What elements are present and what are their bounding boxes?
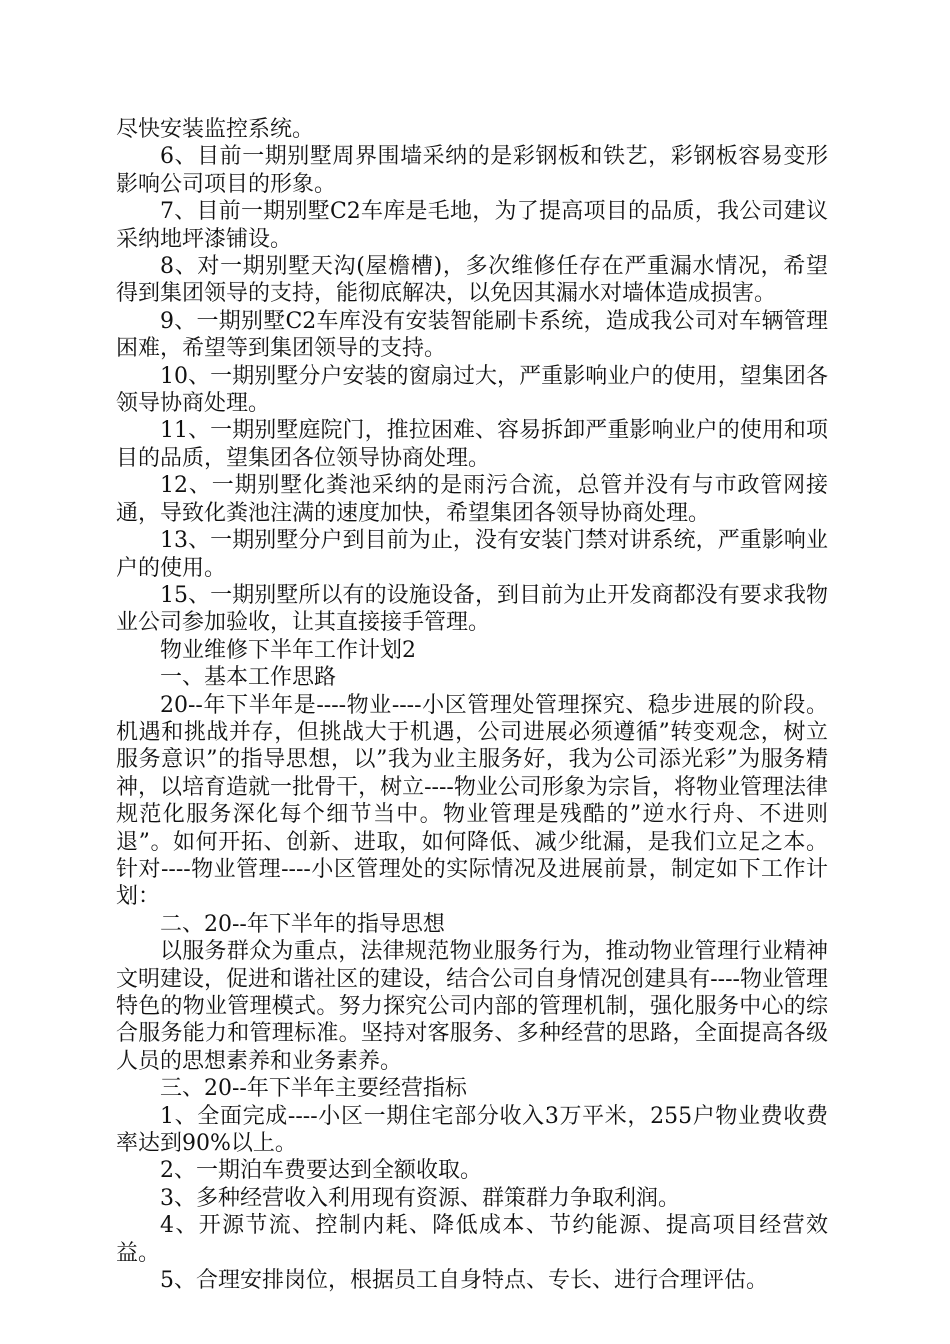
heading-guiding-ideology: 二、20--年下半年的指导思想 [160, 911, 445, 937]
target-item-2: 2、一期泊车费要达到全额收取。 [160, 1158, 482, 1184]
paragraph-item-8: 8、对一期别墅天沟(屋檐槽)，多次维修任存在严重漏水情况，希望得到集团领导的支持，能彻底解决，以免因其漏水对墙体造成损害。 [116, 254, 828, 307]
paragraph-item-9: 9、一期别墅C2车库没有安装智能刷卡系统，造成我公司对车辆管理困难，希望等到集团领导的支持。 [116, 308, 828, 362]
paragraph-basic-approach: 20--年下半年是----物业----小区管理处管理探究、稳步进展的阶段。机遇和挑战并存，但挑战大于机遇，公司进展必须遵循”转变观念，树立服务意识”的指导思想，以”我为业主服务好，我为公司添光彩”为服务精神，以培育造就一批骨干，树立----物业公司形象为宗旨，将物业管理法律规范化服务深化每个细节当中。物业管理是残酷的”逆水行舟、不进则退”。如何开拓、创新、进取，如何降低、减少纰漏，是我们立足之本。针对----物业管理----小区管理处的实际情况及进展前景，制定如下工作计划： [116, 692, 828, 910]
paragraph-item-7: 7、目前一期别墅C2车库是毛地，为了提高项目的品质，我公司建议采纳地坪漆铺设。 [116, 199, 828, 252]
target-item-5: 5、合理安排岗位，根据员工自身特点、专长、进行合理评估。 [160, 1268, 768, 1294]
heading-business-targets: 三、20--年下半年主要经营指标 [160, 1076, 467, 1102]
paragraph-guiding-ideology: 以服务群众为重点，法律规范物业服务行为，推动物业管理行业精神文明建设，促进和谐社区的建设，结合公司自身情况创建具有----物业管理特色的物业管理模式。努力探究公司内部的管理机制，强化服务中心的综合服务能力和管理标准。坚持对客服务、多种经营的思路，全面提高各级人员的思想素养和业务素养。 [116, 939, 828, 1074]
paragraph-item-13: 13、一期别墅分户到目前为止，没有安装门禁对讲系统，严重影响业户的使用。 [116, 528, 828, 581]
target-item-4: 4、开源节流、控制内耗、降低成本、节约能源、提高项目经营效益。 [116, 1213, 828, 1266]
paragraph-item-10: 10、一期别墅分户安装的窗扇过大，严重影响业户的使用，望集团各领导协商处理。 [116, 363, 828, 417]
paragraph-continuation: 尽快安装监控系统。 [116, 117, 315, 142]
target-item-1: 1、全面完成----小区一期住宅部分收入3万平米，255户物业费收费率达到90%以上。 [116, 1103, 828, 1157]
target-item-3: 3、多种经营收入利用现有资源、群策群力争取利润。 [160, 1185, 680, 1211]
section-title: 物业维修下半年工作计划2 [160, 637, 416, 663]
paragraph-item-11: 11、一期别墅庭院门，推拉困难、容易拆卸严重影响业户的使用和项目的品质，望集团各位领导协商处理。 [116, 418, 828, 471]
heading-basic-approach: 一、基本工作思路 [160, 665, 337, 691]
paragraph-item-6: 6、目前一期别墅周界围墙采纳的是彩钢板和铁艺，彩钢板容易变形影响公司项目的形象。 [116, 144, 828, 197]
paragraph-item-15: 15、一期别墅所以有的设施设备，到目前为止开发商都没有要求我物业公司参加验收，让其直接接手管理。 [116, 582, 828, 636]
paragraph-item-12: 12、一期别墅化粪池采纳的是雨污合流，总管并没有与市政管网接通，导致化粪池注满的速度加快，希望集团各领导协商处理。 [116, 473, 828, 526]
document-page [116, 116, 828, 1294]
